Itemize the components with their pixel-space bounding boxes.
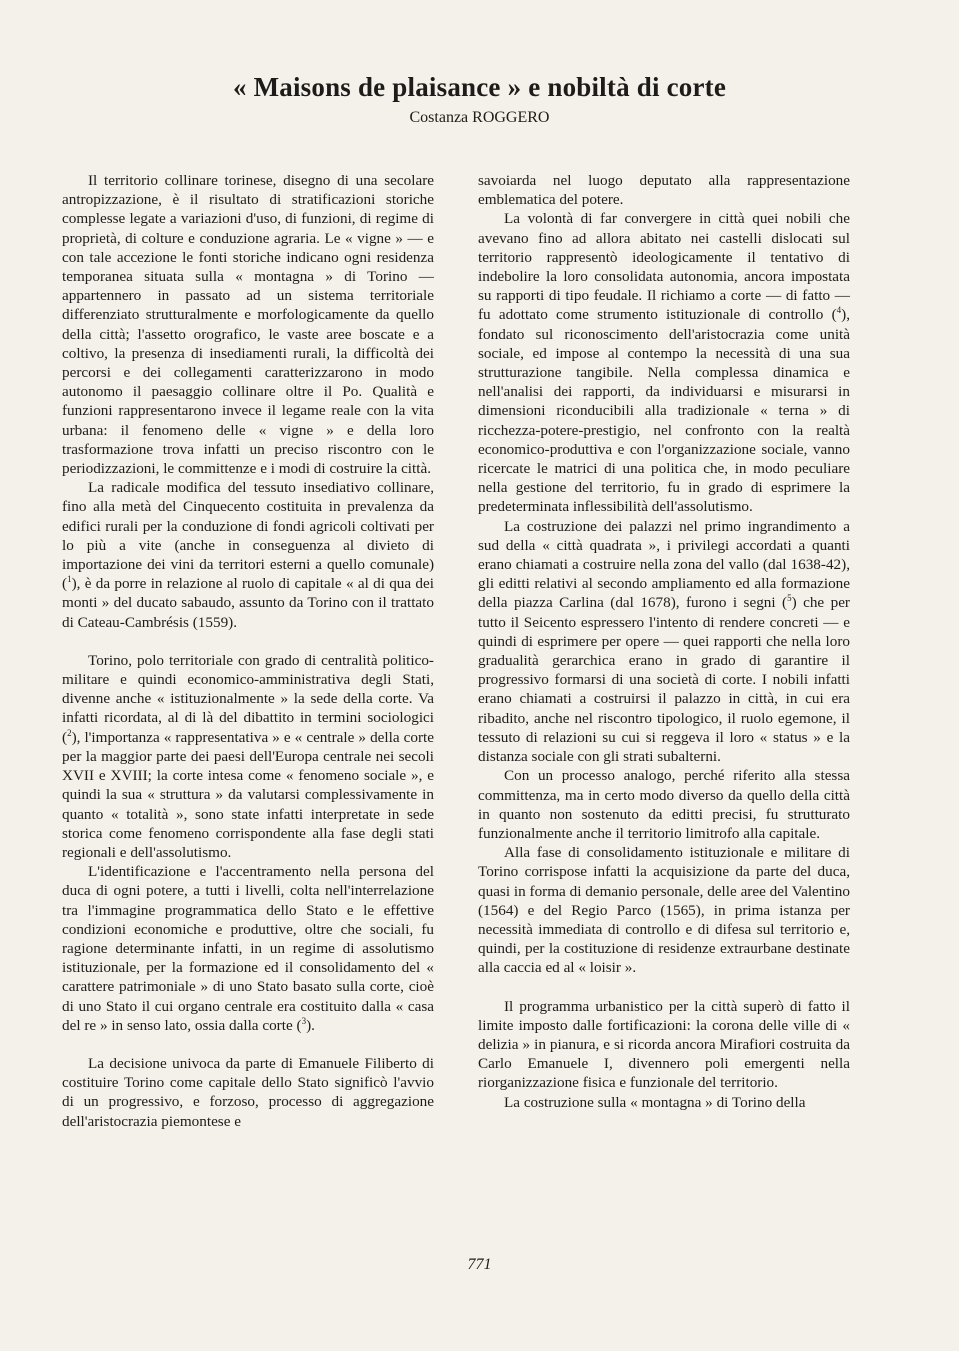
right-column: [478, 171, 850, 1112]
paragraph: Alla fase di consolidamento istituzionale e militare di Torino corrispose infatti la acquisizione da parte del duca, quasi in forma di demanio personale, delle aree del Valentino (1564) e del Regio Parco (1565), in prima istanza per necessità immediata di controllo e di difesa sul territorio e, quindi, per la costituzione di residenze extraurbane destinate alla caccia ed al « loisir ».: [478, 844, 850, 977]
paragraph: Il programma urbanistico per la città superò di fatto il limite imposto dalle fortificazioni: la corona delle ville di « delizia » in pianura, e si ricorda ancora Mirafiori costruita da Carlo Emanuele I, divennero poli emergenti nella riorganizzazione fisica e funzionale del territorio.: [478, 997, 850, 1092]
paragraph: La volontà di far convergere in città quei nobili che avevano fino ad allora abitato nei castelli dislocati sul territorio rappresentò ideologicamente il tentativo di indebolire la loro consolidata autonomia, ancora impostata su rapporti di tipo feudale. Il richiamo a corte — di fatto — fu adottato come strumento istituzionale di controllo ($^4$), fondato sul riconoscimento dell'aristocrazia come unità sociale, ed impose al contempo la necessità di una sua strutturazione tangibile. Nella complessa dinamica e nell'analisi dei rapporti, da individuarsi e misurarsi in dimensioni riconducibili alla tradizionale « terna » di ricchezza-potere-prestigio, nel confronto con la realtà economico-produttiva e con l'organizzazione sociale, vanno ricercate le matrici di una politica che, in modo peculiare nella gestione del territorio, fu in grado di esprimere la predeterminata inflessibilità dell'assolutismo.: [478, 210, 850, 516]
paragraph: La costruzione sulla « montagna » di Torino della: [504, 1093, 806, 1111]
footnote-ref: 4: [836, 305, 842, 316]
paragraph: La radicale modifica del tessuto insediativo collinare, fino alla metà del Cinquecento costituita in prevalenza da edifici rurali per la conduzione di fondi agricoli coltivati per lo più a vite (anche in conseguenza al divieto di importazione dei vini da territori esterni a quello comunale) ($^1$), è da porre in relazione al ruolo di capitale « al di qua dei monti » del ducato sabaudo, assunto da Torino con il trattato di Cateau-Cambrésis (1559).: [62, 479, 434, 631]
paragraph: Il territorio collinare torinese, disegno di una secolare antropizzazione, è il risultato di stratificazioni storiche complesse legate a variazioni d'uso, di funzioni, di regime di proprietà, di colture e conduzione agraria. Le « vigne » — e con tale accezione le fonti storiche indicano ogni residenza temporanea situata sulla « montagna » di Torino — appartennero in passato ad un sistema territoriale differenziato strutturalmente e morfologicamente da quello della città; l'assetto orografico, le vaste aree boscate e a coltivo, la presenza di insediamenti rurali, la difficoltà dei percorsi e dei collegamenti caratterizzarono in modo autonomo il paesaggio collinare oltre il Po. Qualità e funzioni rappresentarono invece il legame reale con la vita urbana: il fenomeno delle « vigne » e della loro trasformazione trova infatti un preciso riscontro con le periodizzazioni, le committenze e i modi di costruire la città.: [62, 172, 434, 478]
footnote-ref: 3: [301, 1015, 307, 1026]
left-column: [62, 171, 434, 1131]
paragraph: L'identificazione e l'accentramento nella persona del duca di ogni potere, a tutti i livelli, colta nell'interrelazione tra l'immagine programmatica dello Stato e le effettive condizioni economiche e produttive, oltre che sociali, fu ragione determinante infatti, in un regime di assolutismo istituzionale, per la formazione ed il consolidamento del « carattere patrimoniale » di uno Stato basato sulla corte, cioè di uno Stato il cui organo centrale era costituito dalla « casa del re » in senso lato, ossia dalla corte ($^3$).: [62, 863, 434, 1034]
paragraph: Torino, polo territoriale con grado di centralità politico-militare e quindi economico-amministrativa degli Stati, divenne anche « istituzionalmente » la sede della corte. Va infatti ricordata, al di là del dibattito in termini sociologici ($^2$), l'importanza « rappresentativa » e « centrale » della corte per la maggior parte dei paesi dell'Europa centrale nei secoli XVII e XVIII; la corte intesa come « fenomeno sociale », e quindi la sua « struttura » da valutarsi complessivamente in quanto « totalità », sono state infatti interpretate in sede storica come fenomeno corrispondente alla fase degli stati regionali e dell'assolutismo.: [62, 651, 434, 861]
article-title: « Maisons de plaisance » e nobiltà di corte: [232, 72, 727, 102]
paragraph: La decisione univoca da parte di Emanuele Filiberto di costituire Torino come capitale dello Stato significò l'avvio di un progressivo, e forzoso, processo di aggregazione dell'aristocrazia piemontese e: [62, 1054, 434, 1130]
footnote-ref: 1: [67, 574, 72, 585]
footnote-ref: 2: [67, 727, 72, 738]
paragraph: Con un processo analogo, perché riferito alla stessa committenza, ma in certo modo diverso da quello della città in quanto non sostenuto da editti precisi, fu strutturato funzionalmente anche il territorio limitrofo alla capitale.: [478, 767, 850, 842]
page-number: 771: [467, 1256, 492, 1273]
paragraph: savoiarda nel luogo deputato alla rappresentazione emblematica del potere.: [478, 172, 850, 209]
article-author: Costanza ROGGERO: [409, 109, 550, 126]
footnote-ref: 5: [787, 593, 792, 604]
paragraph: La costruzione dei palazzi nel primo ingrandimento a sud della « città quadrata », i privilegi accordati a quanti erano chiamati a costruire nella zona del vallo (dal 1638-42), gli editti relativi al secondo ampliamento ed alla formazione della piazza Carlina (dal 1678), furono i segni ($^5$) che per tutto il Seicento espressero l'intento di rendere concreti — e quindi di esprimere per opere — quei rapporti che nella loro gradualità gerarchica erano in grado di garantire il progressivo formarsi di una società di corte. I nobili infatti erano chiamati a costruirsi il palazzo in città, in cui era ribadito, anche nel riscontro tipologico, il ruolo egemone, il tessuto di relazioni su cui si reggeva il loro « status » e la distanza sociale con gli strati subalterni.: [478, 517, 850, 766]
